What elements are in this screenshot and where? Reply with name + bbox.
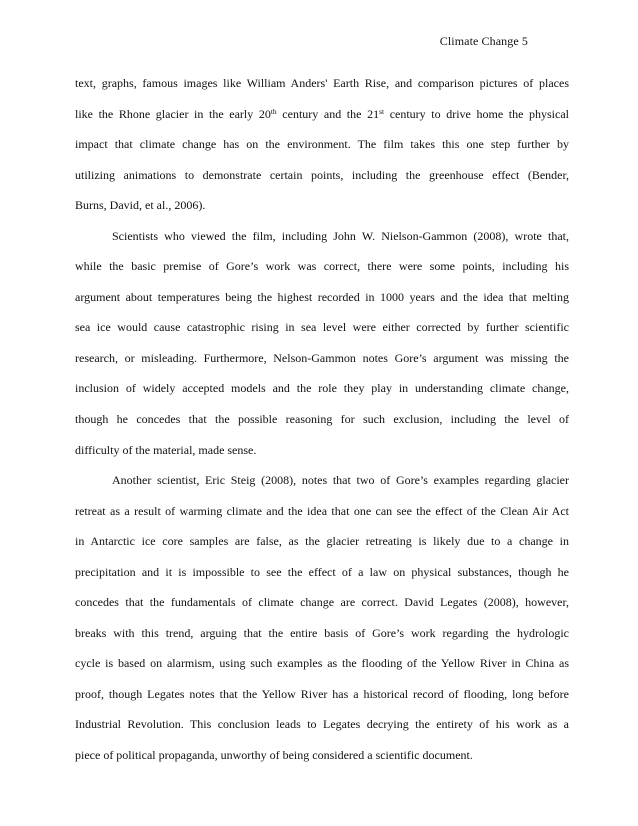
text-line: Industrial Revolution. This conclusion leads to Legates decrying the entirety of his work as a: [75, 717, 569, 732]
text-line: in Antarctic ice core samples are false, as the glacier retreating is likely due to a change in: [75, 534, 569, 549]
text-fragment: century and the 21: [276, 106, 380, 121]
text-line-paragraph-end: Burns, David, et al., 2006).: [75, 198, 206, 213]
text-line: cycle is based on alarmism, using such examples as the flooding of the Yellow River in China as: [75, 656, 569, 671]
text-fragment: century to drive home the physical: [384, 106, 569, 121]
text-line: sea ice would cause catastrophic rising in sea level were either corrected by further scientific: [75, 320, 569, 335]
running-head: Climate Change 5: [439, 34, 528, 48]
text-line: proof, though Legates notes that the Yellow River has a historical record of flooding, long before: [75, 686, 569, 701]
text-line: while the basic premise of Gore’s work was correct, there were some points, including his: [75, 259, 569, 274]
superscript: st: [379, 106, 385, 116]
text-line: precipitation and it is impossible to see the effect of a law on physical substances, though he: [75, 564, 569, 579]
text-line: research, or misleading. Furthermore, Nelson-Gammon notes Gore’s argument was missing the: [75, 350, 569, 365]
text-fragment: like the Rhone glacier in the early 20: [75, 106, 271, 121]
text-line: argument about temperatures being the highest recorded in 1000 years and the idea that melting: [75, 289, 569, 304]
text-line: concedes that the fundamentals of climate change are correct. David Legates (2008), however,: [75, 595, 569, 610]
text-line-paragraph-start: Another scientist, Eric Steig (2008), notes that two of Gore’s examples regarding glacier: [112, 473, 569, 488]
text-line-paragraph-start: Scientists who viewed the film, including John W. Nielson-Gammon (2008), wrote that,: [112, 228, 569, 243]
text-line: though he concedes that the possible reasoning for such exclusion, including the level of: [75, 412, 569, 427]
text-line-paragraph-end: piece of political propaganda, unworthy of being considered a scientific document.: [75, 748, 473, 763]
superscript: th: [270, 106, 277, 116]
text-line: inclusion of widely accepted models and the role they play in understanding climate change,: [75, 381, 569, 396]
text-line: breaks with this trend, arguing that the entire basis of Gore’s work regarding the hydrologic: [75, 625, 569, 640]
text-line: utilizing animations to demonstrate certain points, including the greenhouse effect (Bender,: [75, 167, 569, 182]
text-line-with-superscripts: [75, 99, 569, 130]
text-line: impact that climate change has on the environment. The film takes this one step further by: [75, 137, 569, 152]
text-line-paragraph-end: difficulty of the material, made sense.: [75, 442, 257, 457]
text-line: retreat as a result of warming climate and the idea that one can see the effect of the Clean Air Act: [75, 503, 569, 518]
text-line: text, graphs, famous images like William Anders' Earth Rise, and comparison pictures of places: [75, 76, 569, 90]
body-text: [75, 68, 569, 771]
